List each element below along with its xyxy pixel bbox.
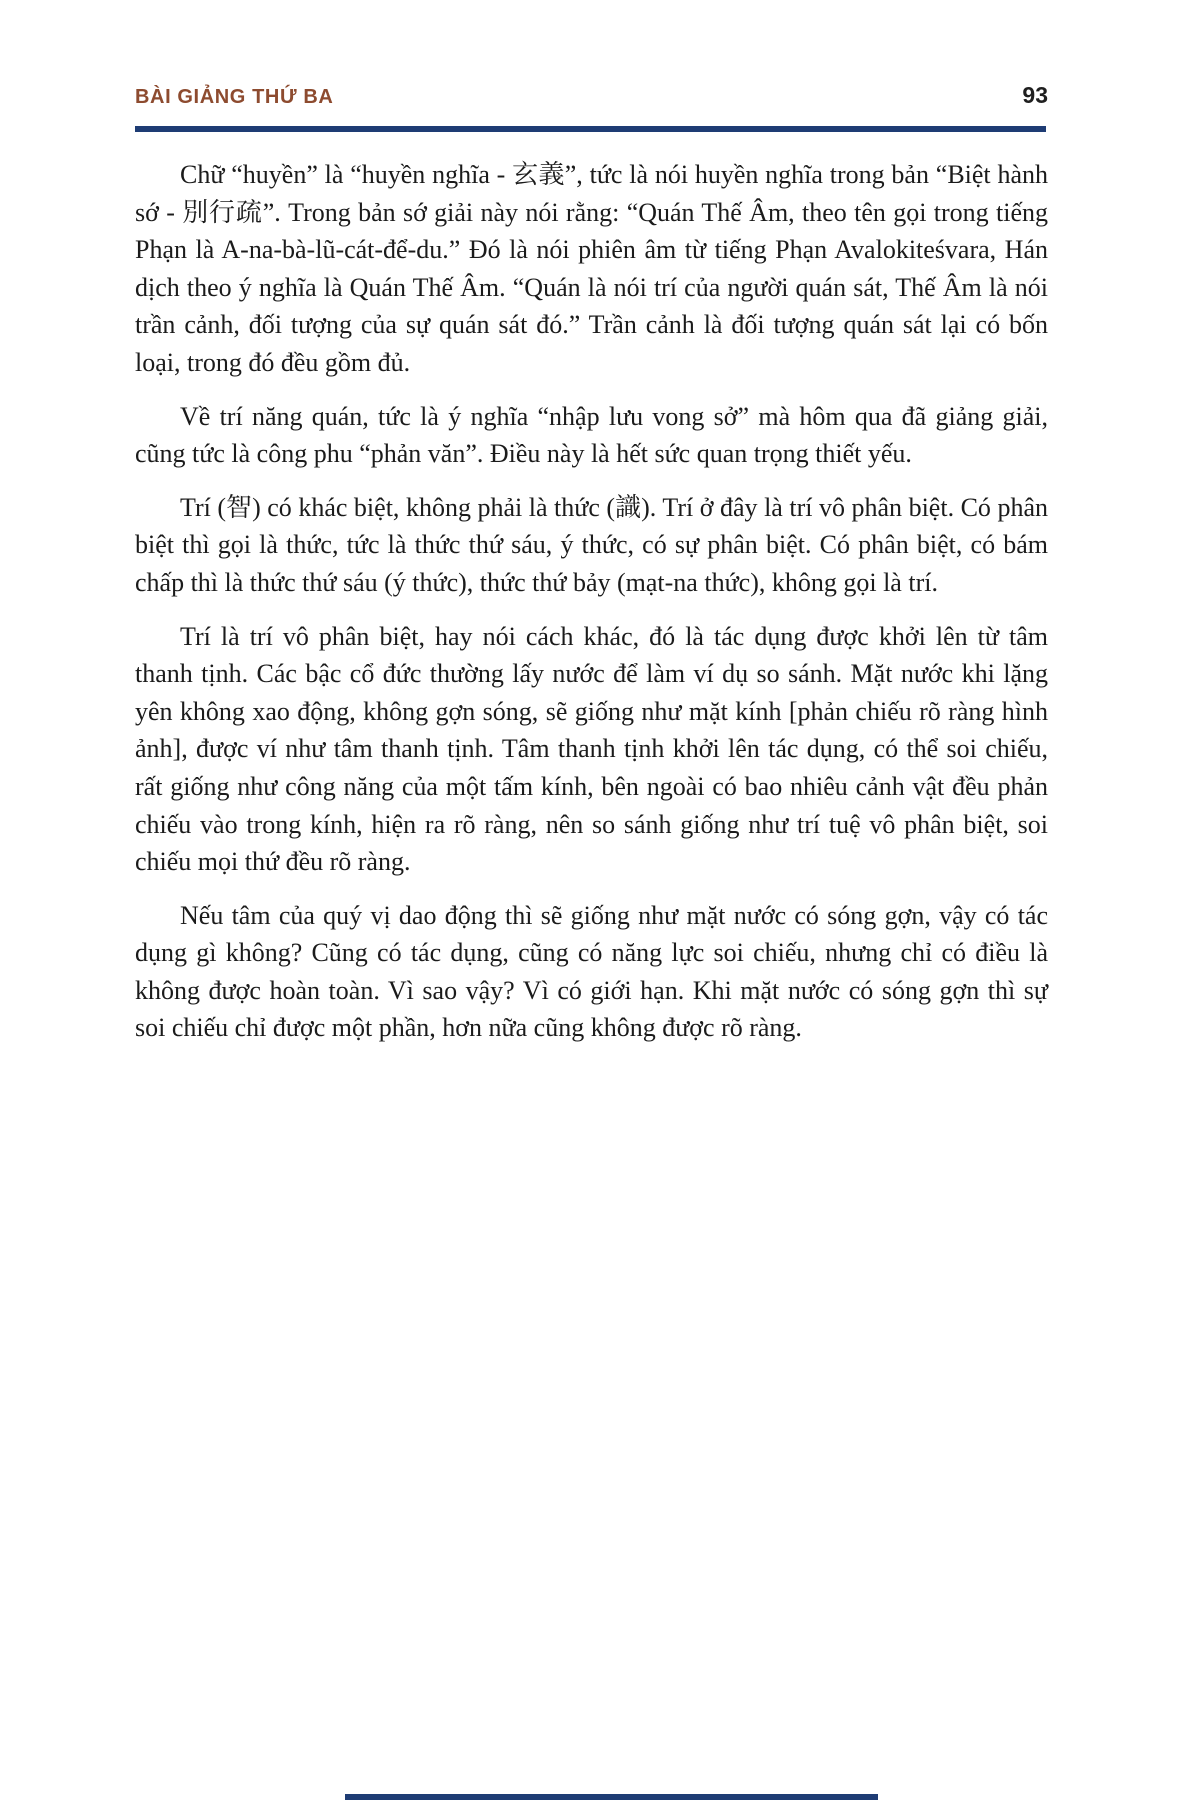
running-head-title: BÀI GIẢNG THỨ BA (135, 86, 334, 108)
body-paragraphs (135, 156, 1048, 1063)
page-number: 93 (1022, 82, 1048, 108)
paragraph: Về trí năng quán, tức là ý nghĩa “nhập lưu vong sở” mà hôm qua đã giảng giải, cũng tức là công phu “phản văn”. Điều này là hết sức quan trọng thiết yếu. (135, 401, 1048, 469)
paragraph: Trí là trí vô phân biệt, hay nói cách khác, đó là tác dụng được khởi lên từ tâm thanh tịnh. Các bậc cổ đức thường lấy nước để làm ví dụ so sánh. Mặt nước khi lặng yên không xao động, không gợn sóng, sẽ giống như mặt kính [phản chiếu rõ ràng hình ảnh], được ví như tâm thanh tịnh. Tâm thanh tịnh khởi lên tác dụng, có thể soi chiếu, rất giống như công năng của một tấm kính, bên ngoài có bao nhiêu cảnh vật đều phản chiếu vào trong kính, hiện ra rõ ràng, nên so sánh giống như trí tuệ vô phân biệt, soi chiếu mọi thứ đều rõ ràng. (135, 621, 1048, 877)
page-header (135, 82, 1048, 109)
header-rule-divider (135, 126, 1046, 132)
paragraph: Nếu tâm của quý vị dao động thì sẽ giống như mặt nước có sóng gợn, vậy có tác dụng gì không? Cũng có tác dụng, cũng có năng lực soi chiếu, nhưng chỉ có điều là không được hoàn toàn. Vì sao vậy? Vì có giới hạn. Khi mặt nước có sóng gợn thì sự soi chiếu chỉ được một phần, hơn nữa cũng không được rõ ràng. (135, 900, 1048, 1043)
footer-rule-divider (345, 1794, 878, 1800)
paragraph: Chữ “huyền” là “huyền nghĩa - 玄義”, tức là nói huyền nghĩa trong bản “Biệt hành sớ - 別行疏”. Trong bản sớ giải này nói rằng: “Quán Thế Âm, theo tên gọi trong tiếng Phạn là A-na-bà-lũ-cát-để-du.” Đó là nói phiên âm từ tiếng Phạn Avalokiteśvara, Hán dịch theo ý nghĩa là Quán Thế Âm. “Quán là nói trí của người quán sát, Thế Âm là nói trần cảnh, đối tượng của sự quán sát đó.” Trần cảnh là đối tượng quán sát lại có bốn loại, trong đó đều gồm đủ. (135, 160, 1048, 377)
paragraph: Trí (智) có khác biệt, không phải là thức (識). Trí ở đây là trí vô phân biệt. Có phân biệt thì gọi là thức, tức là thức thứ sáu, ý thức, có sự phân biệt. Có phân biệt, có bám chấp thì là thức thứ sáu (ý thức), thức thứ bảy (mạt-na thức), không gọi là trí. (135, 492, 1048, 597)
